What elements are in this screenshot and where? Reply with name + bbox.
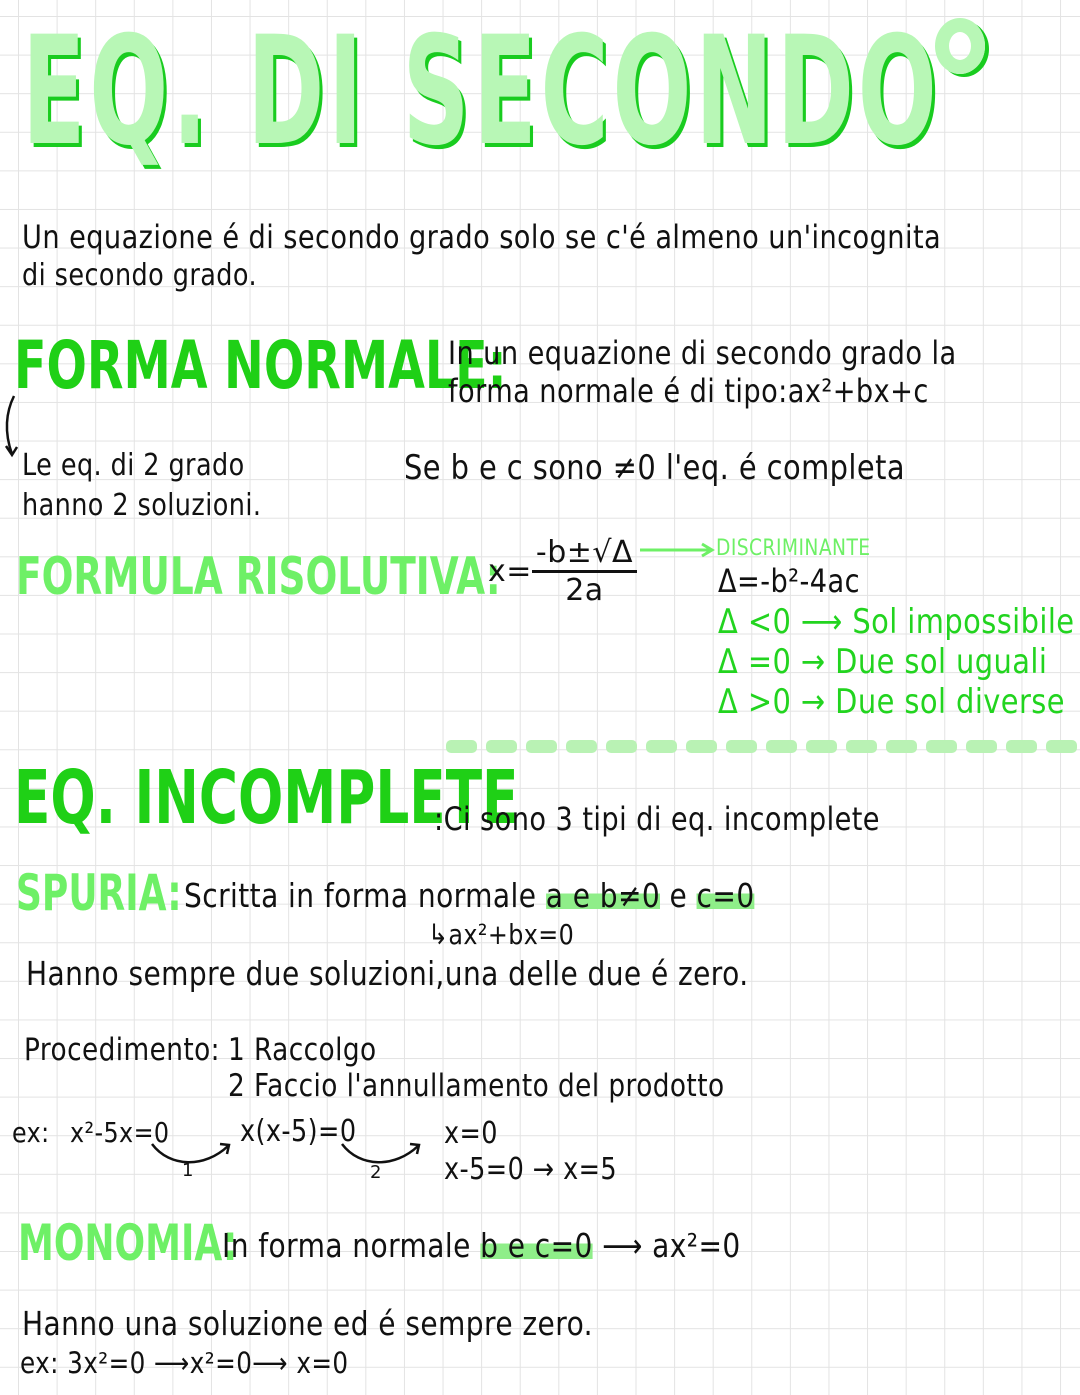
- intro-line-2: di secondo grado.: [22, 258, 257, 293]
- case-result: Due sol uguali: [835, 642, 1048, 682]
- discriminant-case: [718, 682, 1065, 722]
- discriminant-case: [718, 602, 1075, 642]
- formula-risolutiva-heading: FORMULA RISOLUTIVA:: [16, 547, 501, 607]
- degree-symbol: [935, 18, 985, 74]
- forma-normale-heading: FORMA NORMALE:: [14, 327, 507, 404]
- example-solution-2: x-5=0 → x=5: [444, 1152, 618, 1187]
- section-divider: [446, 740, 1077, 753]
- page-title: EQ. DI SECONDO: [22, 5, 941, 179]
- delta-symbol: Δ: [718, 602, 739, 642]
- forma-normale-line-1: In un equazione di secondo grado la: [448, 334, 957, 372]
- spuria-text: Scritta in forma normale: [184, 876, 537, 915]
- note-line-1: Le eq. di 2 grado: [22, 448, 245, 483]
- monomia-heading: MONOMIA:: [18, 1214, 238, 1272]
- example-solution-1: x=0: [444, 1116, 498, 1151]
- case-result: Sol impossibile: [852, 602, 1075, 642]
- procedure-step-1: 1 Raccolgo: [228, 1032, 377, 1068]
- curved-arrow-icon: [340, 1140, 424, 1170]
- arrow-right-icon: [640, 542, 718, 558]
- monomia-description: [222, 1226, 741, 1265]
- spuria-and: e: [669, 876, 688, 915]
- procedure-step-2: 2 Faccio l'annullamento del prodotto: [228, 1068, 725, 1104]
- monomia-arrow: ⟶: [602, 1226, 643, 1265]
- discriminant-label: DISCRIMINANTE: [716, 536, 871, 561]
- intro-line-1: Un equazione é di secondo grado solo se c'é almeno un'incognita: [22, 218, 942, 256]
- procedure-label: Procedimento:: [24, 1032, 220, 1068]
- example-start: x²-5x=0: [70, 1116, 170, 1149]
- case-condition: =0: [747, 642, 792, 682]
- formula-lhs: x=: [488, 554, 532, 589]
- case-arrow: →: [800, 642, 826, 682]
- spuria-heading: SPURIA:: [16, 864, 182, 922]
- example-factored: x(x-5)=0: [240, 1114, 357, 1149]
- incomplete-subtitle: :Ci sono 3 tipi di eq. incomplete: [434, 800, 880, 838]
- delta-symbol: Δ: [718, 642, 739, 682]
- monomia-text: In forma normale: [222, 1226, 471, 1265]
- example-label: ex:: [12, 1116, 50, 1149]
- note-line-2: hanno 2 soluzioni.: [22, 488, 262, 523]
- spuria-form: ↳ax²+bx=0: [428, 918, 575, 951]
- spuria-description: [184, 876, 755, 915]
- spuria-condition: c=0: [696, 876, 755, 915]
- spuria-property: Hanno sempre due soluzioni,una delle due é zero.: [26, 954, 749, 993]
- formula-numerator: -b±√Δ: [532, 535, 637, 573]
- case-result: Due sol diverse: [835, 682, 1065, 722]
- delta-symbol: Δ: [718, 682, 739, 722]
- case-arrow: →: [800, 682, 826, 722]
- quadratic-formula: [488, 535, 637, 608]
- step-1-label: 1: [182, 1160, 194, 1181]
- monomia-highlight: b e c=0: [480, 1226, 593, 1265]
- monomia-example: ex: 3x²=0 ⟶x²=0⟶ x=0: [20, 1346, 349, 1380]
- case-arrow: ⟶: [800, 602, 843, 642]
- formula-denominator: 2a: [565, 573, 604, 608]
- formula-fraction: [532, 535, 637, 608]
- monomia-property: Hanno una soluzione ed é sempre zero.: [22, 1304, 594, 1343]
- discriminant-case: [718, 642, 1047, 682]
- discriminant-formula: Δ=-b²-4ac: [718, 562, 860, 600]
- case-condition: <0: [747, 602, 792, 642]
- spuria-highlight: a e b≠0: [545, 876, 661, 915]
- completeness-note: Se b e c sono ≠0 l'eq. é completa: [404, 448, 905, 488]
- monomia-form: ax²=0: [652, 1226, 741, 1265]
- forma-normale-line-2: forma normale é di tipo:ax²+bx+c: [448, 372, 929, 410]
- incomplete-heading: EQ. INCOMPLETE: [14, 755, 519, 841]
- step-2-label: 2: [370, 1162, 382, 1183]
- case-condition: >0: [747, 682, 792, 722]
